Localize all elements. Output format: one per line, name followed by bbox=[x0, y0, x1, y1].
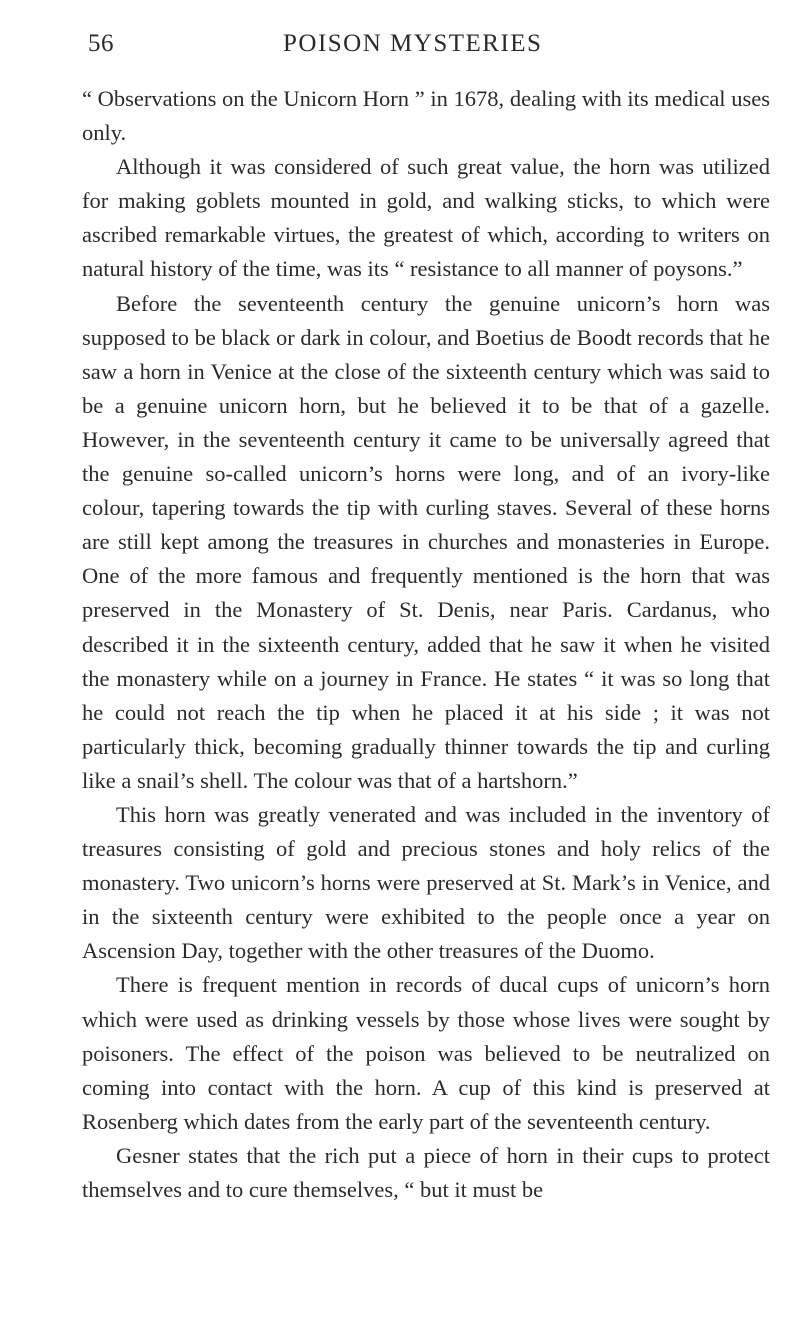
paragraph: This horn was greatly venerated and was included in the inventory of treasures consisting of gold and precious stones and holy relics of the monastery. Two unicorn’s horns were preserved at St. Mark’s in Venice, and in the sixteenth century were exhibited to the people once a year on Ascension Day, together with the other treasures of the Duomo. bbox=[82, 801, 770, 964]
running-title: POISON MYSTERIES bbox=[283, 30, 543, 57]
page-number: 56 bbox=[88, 30, 114, 57]
paragraph: Although it was considered of such great value, the horn was utilized for making goblets mounted in gold, and walking sticks, to which were ascribed remarkable virtues, the greatest of which, according to writers on natural history of the time, was its “ resistance to all manner of poysons.” bbox=[82, 154, 770, 282]
paragraph: “ Observations on the Unicorn Horn ” in 1678, dealing with its medical uses only. bbox=[82, 86, 770, 146]
paragraph: Gesner states that the rich put a piece of horn in their cups to protect themselves and to cure themselves, “ but it must be bbox=[82, 1142, 770, 1202]
page-header bbox=[88, 30, 778, 70]
paragraph: There is frequent mention in records of ducal cups of unicorn’s horn which were used as drinking vessels by those whose lives were sought by poisoners. The effect of the poison was believed to be neutralized on coming into contact with the horn. A cup of this kind is preserved at Rosenberg which dates from the early part of the seventeenth century. bbox=[82, 972, 770, 1134]
paragraph: Before the seventeenth century the genuine unicorn’s horn was supposed to be black or dark in colour, and Boetius de Boodt records that he saw a horn in Venice at the close of the sixteenth century which was said to be a genuine unicorn horn, but he believed it to be that of a gazelle. However, in the seventeenth century it came to be universally agreed that the genuine so-called unicorn’s horns were long, and of an ivory-like colour, tapering towards the tip with curling staves. Several of these horns are still kept among the treasures in churches and monasteries in Europe. One of the more famous and frequently mentioned is the horn that was preserved in the Monastery of St. Denis, near Paris. Cardanus, who described it in the sixteenth century, added that he saw it when he visited the monastery while on a journey in France. He states “ it was so long that he could not reach the tip when he placed it at his side ; it was not particularly thick, becoming gradually thinner towards the tip and curling like a snail’s shell. The colour was that of a hartshorn.” bbox=[82, 290, 770, 793]
body-text bbox=[82, 82, 770, 1207]
